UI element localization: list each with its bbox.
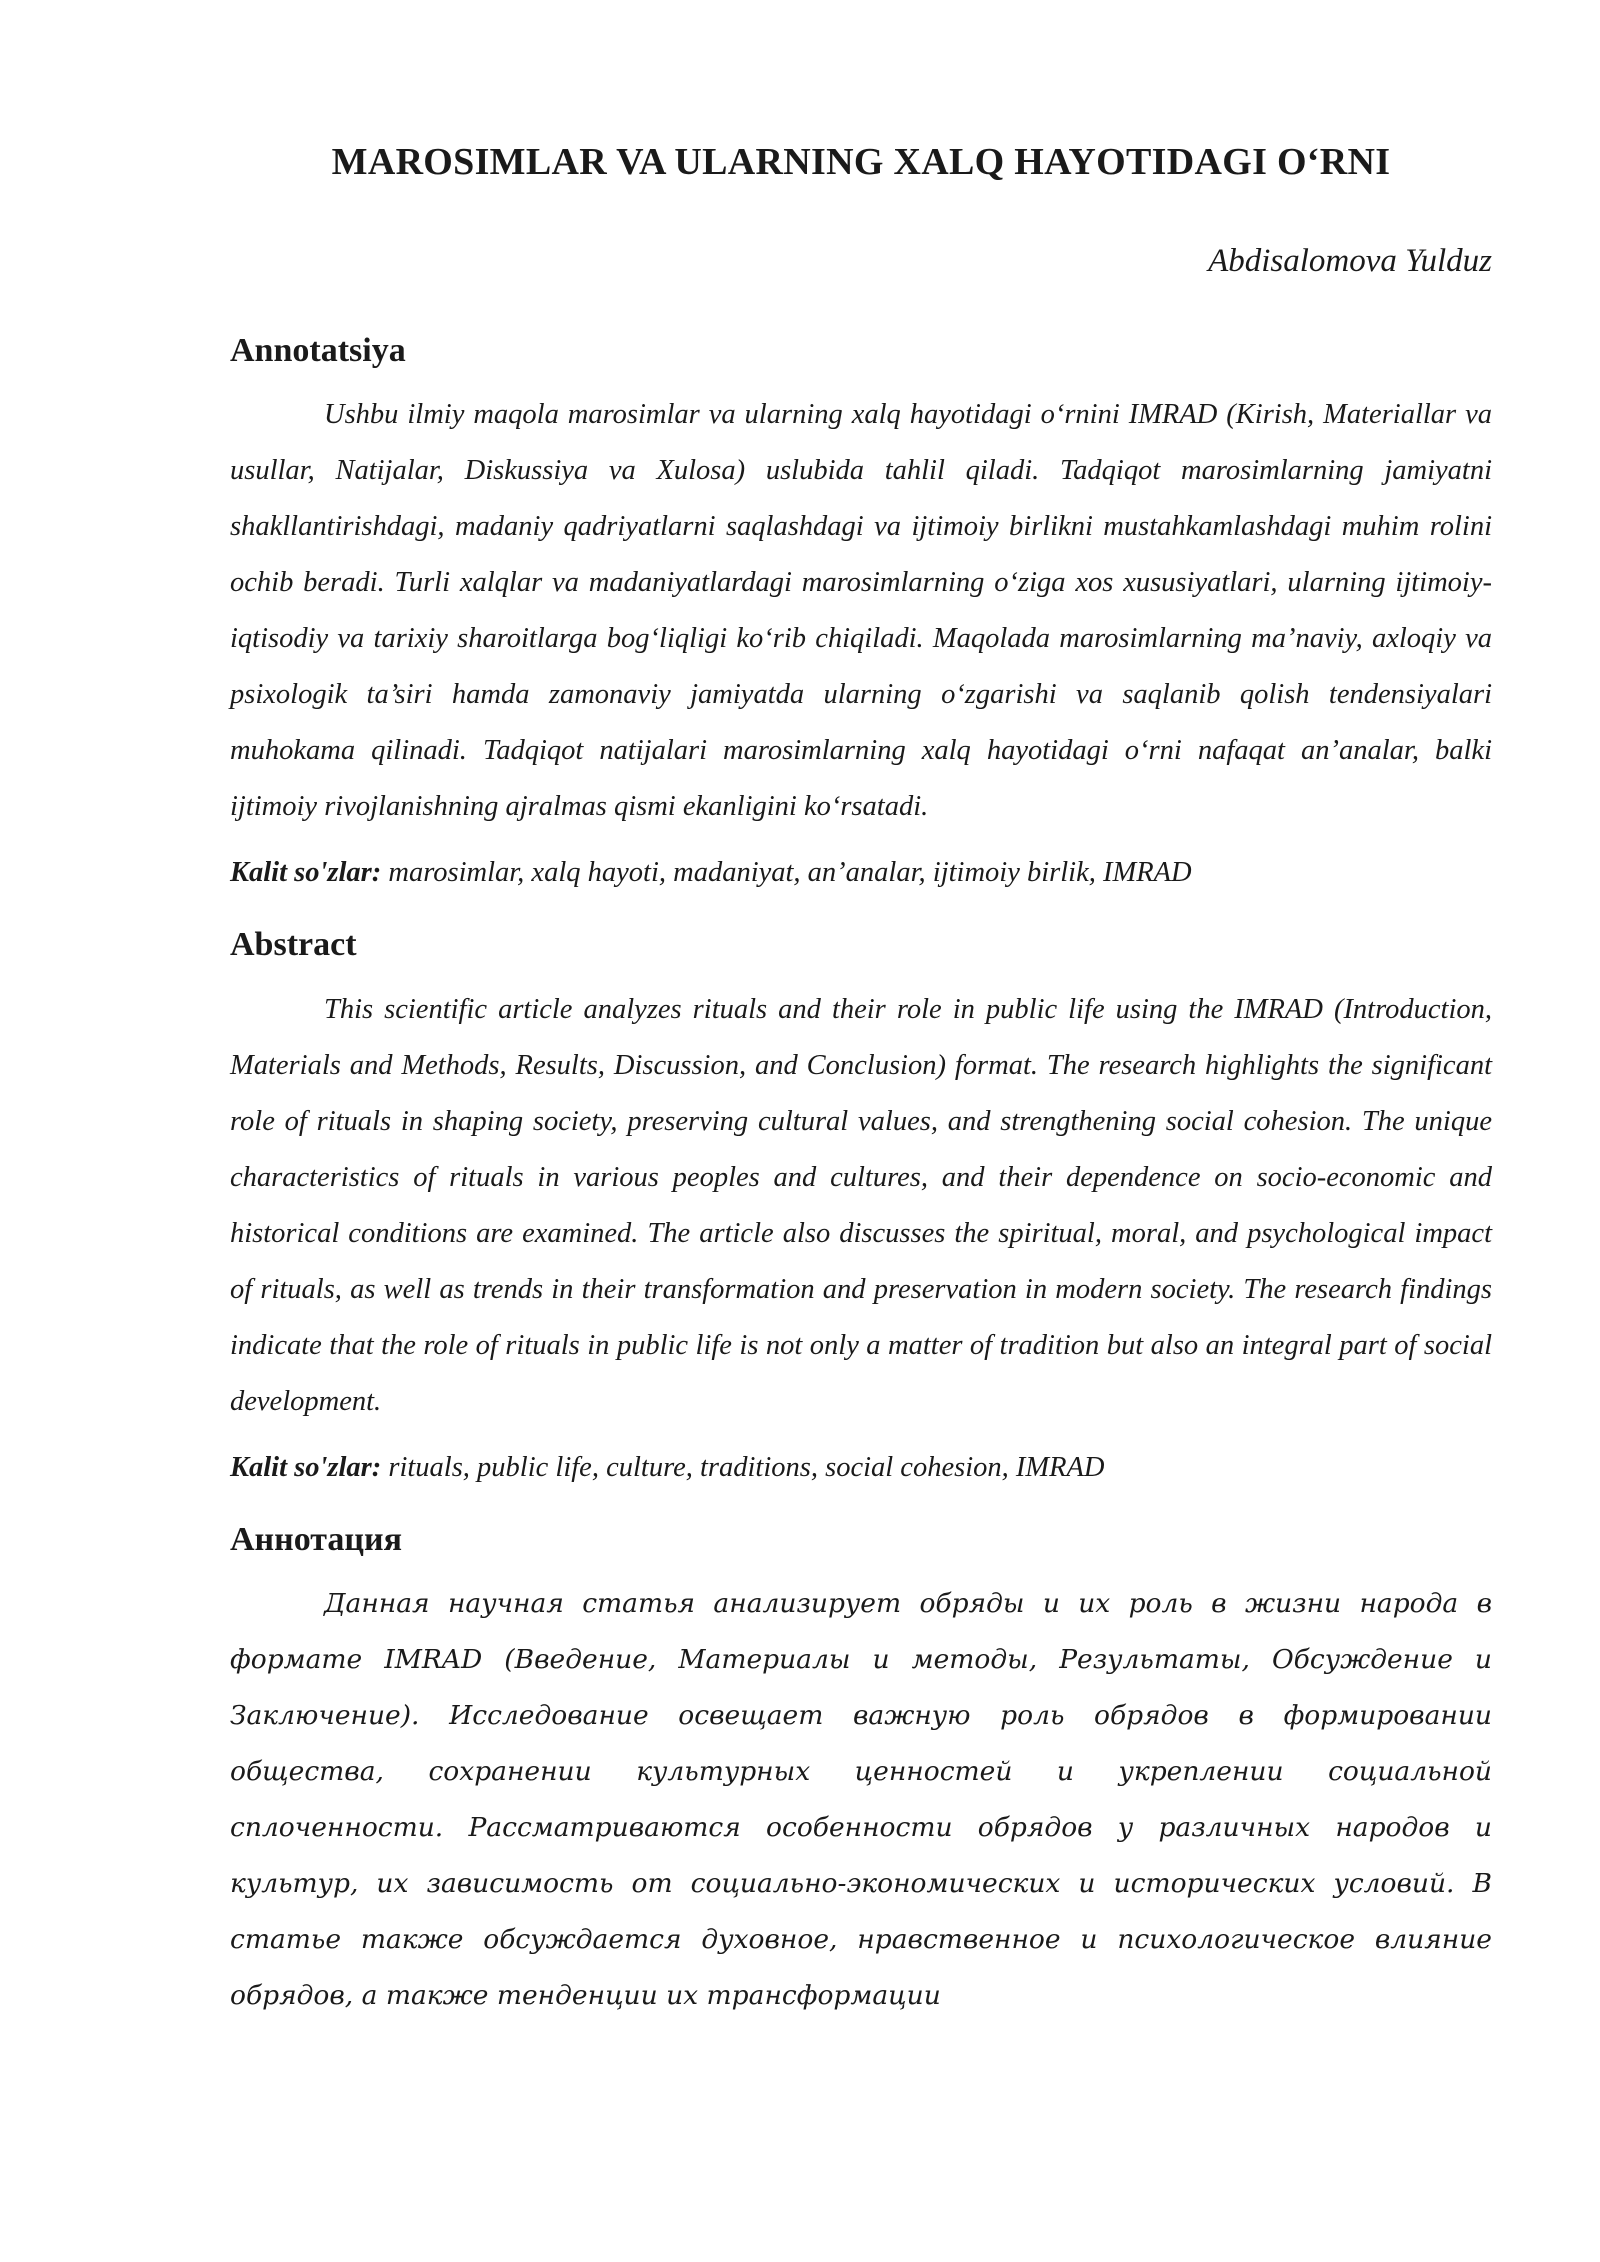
paper-title: MAROSIMLAR VA ULARNING XALQ HAYOTIDAGI O‘RNI [331, 141, 1391, 183]
paper-page [230, 140, 1492, 2024]
keywords-uzbek [230, 853, 1492, 893]
abstract-english-body: This scientific article analyzes rituals and their role in public life using the IMRAD (Introduction, Materials and Methods, Results, Discussion, and Conclusion) format. The research highlights the significant role of rituals in shaping society, preserving cultural values, and strengthening social cohesion. The unique characteristics of rituals in various peoples and cultures, and their dependence on socio-economic and historical conditions are examined. The article also discusses the spiritual, moral, and psychological impact of rituals, as well as trends in their transformation and preservation in modern society. The research findings indicate that the role of rituals in public life is not only a matter of tradition but also an integral part of social development. [230, 993, 1492, 1417]
abstract-russian-body: Данная научная статья анализирует обряды и их роль в жизни народа в формате IMRAD (Введение, Материалы и методы, Результаты, Обсуждение и Заключение). Исследование освещает важную роль обрядов в формировании общества, сохранении культурных ценностей и укреплении социальной сплоченности. Рассматриваются особенности обрядов у различных народов и культур, их зависимость от социально-экономических и исторических условий. В статье также обсуждается духовное, нравственное и психологическое влияние обрядов, а также тенденции их трансформации [230, 1587, 1492, 2011]
keywords-label: Kalit so'zlar: [230, 1451, 382, 1483]
section-heading-abstract: Abstract [230, 926, 357, 964]
section-heading-annotatsiya: Annotatsiya [230, 332, 406, 370]
abstract-russian [230, 1518, 1492, 2024]
section-heading-annotatsiya-ru: Аннотация [230, 1520, 402, 1558]
abstract-uzbek-body: Ushbu ilmiy maqola marosimlar va ularning xalq hayotidagi o‘rnini IMRAD (Kirish, Materiallar va usullar, Natijalar, Diskussiya va Xulosa) uslubida tahlil qiladi. Tadqiqot marosimlarning jamiyatni shakllantirishdagi, madaniy qadriyatlarni saqlashdagi va ijtimoiy birlikni mustahkamlashdagi muhim rolini ochib beradi. Turli xalqlar va madaniyatlardagi marosimlarning o‘ziga xos xususiyatlari, ularning ijtimoiy-iqtisodiy va tarixiy sharoitlarga bog‘liqligi ko‘rib chiqiladi. Maqolada marosimlarning ma’naviy, axloqiy va psixologik ta’siri hamda zamonaviy jamiyatda ularning o‘zgarishi va saqlanib qolish tendensiyalari muhokama qilinadi. Tadqiqot natijalari marosimlarning xalq hayotidagi o‘rni nafaqat an’analar, balki ijtimoiy rivojlanishning ajralmas qismi ekanligini ko‘rsatadi. [230, 399, 1492, 823]
author-name: Abdisalomova Yulduz [1208, 242, 1492, 279]
abstract-english [230, 923, 1492, 1487]
keywords-values: marosimlar, xalq hayoti, madaniyat, an’analar, ijtimoiy birlik, IMRAD [381, 857, 1192, 889]
abstract-uzbek [230, 329, 1492, 893]
keywords-values: rituals, public life, culture, traditions, social cohesion, IMRAD [381, 1451, 1105, 1483]
keywords-label: Kalit so'zlar: [230, 857, 382, 889]
keywords-english [230, 1448, 1492, 1488]
